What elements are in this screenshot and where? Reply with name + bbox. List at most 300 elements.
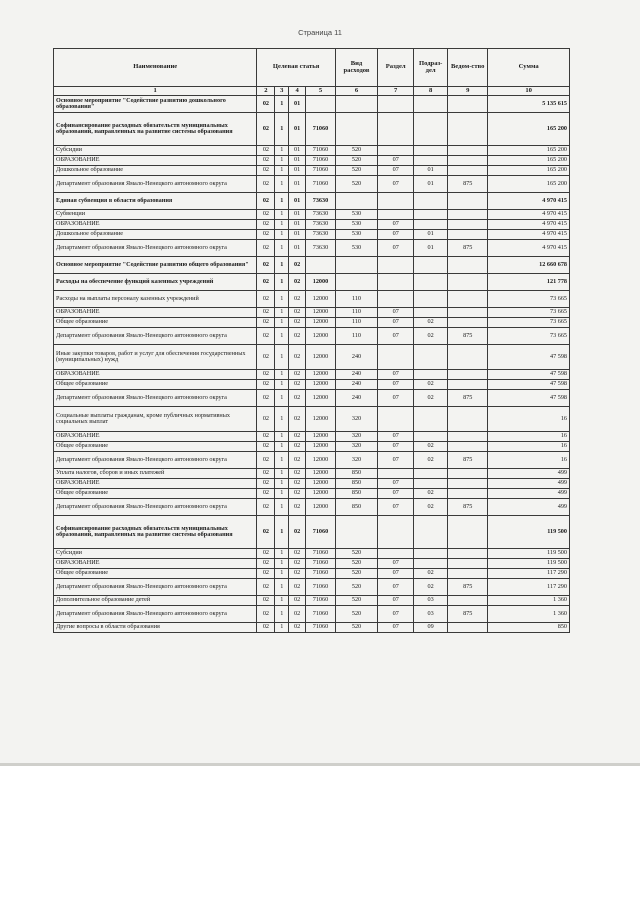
row-target-event: 02 bbox=[289, 516, 306, 549]
row-target-program: 02 bbox=[257, 274, 275, 291]
row-target-subprogram: 1 bbox=[275, 193, 289, 210]
row-subsection: 02 bbox=[414, 390, 448, 407]
table-row bbox=[54, 569, 570, 579]
column-number: 7 bbox=[378, 87, 414, 96]
row-sum: 165 200 bbox=[488, 113, 570, 146]
row-section bbox=[378, 113, 414, 146]
row-expense-type: 110 bbox=[335, 308, 377, 318]
table-row bbox=[54, 220, 570, 230]
row-department bbox=[448, 432, 488, 442]
row-department: 875 bbox=[448, 499, 488, 516]
row-section bbox=[378, 146, 414, 156]
row-name: Основное мероприятие "Содействие развитию дошкольного образования" bbox=[54, 96, 257, 113]
row-expense-type: 520 bbox=[335, 569, 377, 579]
row-sum: 1 360 bbox=[488, 606, 570, 623]
row-section bbox=[378, 469, 414, 479]
row-target-event: 01 bbox=[289, 156, 306, 166]
row-subsection: 01 bbox=[414, 166, 448, 176]
row-subsection bbox=[414, 549, 448, 559]
row-target-subprogram: 1 bbox=[275, 569, 289, 579]
row-section: 07 bbox=[378, 308, 414, 318]
row-target-program: 02 bbox=[257, 230, 275, 240]
row-sum: 4 970 415 bbox=[488, 230, 570, 240]
table-row bbox=[54, 146, 570, 156]
row-name: Уплата налогов, сборов и иных платежей bbox=[54, 469, 257, 479]
row-department: 875 bbox=[448, 579, 488, 596]
row-section: 07 bbox=[378, 452, 414, 469]
row-subsection bbox=[414, 291, 448, 308]
row-target-program: 02 bbox=[257, 569, 275, 579]
row-subsection bbox=[414, 274, 448, 291]
row-name: Общее образование bbox=[54, 442, 257, 452]
row-name: ОБРАЗОВАНИЕ bbox=[54, 156, 257, 166]
page-label: Страница 11 bbox=[298, 28, 342, 37]
table-row bbox=[54, 380, 570, 390]
row-sum: 499 bbox=[488, 489, 570, 499]
row-department bbox=[448, 596, 488, 606]
table-row bbox=[54, 469, 570, 479]
row-expense-type bbox=[335, 274, 377, 291]
row-target-event: 01 bbox=[289, 230, 306, 240]
row-target-event: 02 bbox=[289, 559, 306, 569]
row-department bbox=[448, 113, 488, 146]
row-target-subprogram: 1 bbox=[275, 579, 289, 596]
row-name: Социальные выплаты гражданам, кроме публичных нормативных социальных выплат bbox=[54, 407, 257, 432]
row-expense-type bbox=[335, 113, 377, 146]
row-subsection: 02 bbox=[414, 489, 448, 499]
table-row bbox=[54, 257, 570, 274]
column-number-row bbox=[54, 87, 570, 96]
row-department: 875 bbox=[448, 390, 488, 407]
table-row bbox=[54, 442, 570, 452]
row-section: 07 bbox=[378, 606, 414, 623]
row-department bbox=[448, 230, 488, 240]
row-sum: 119 500 bbox=[488, 559, 570, 569]
row-target-subprogram: 1 bbox=[275, 257, 289, 274]
row-target-subprogram: 1 bbox=[275, 210, 289, 220]
row-subsection bbox=[414, 479, 448, 489]
row-department: 875 bbox=[448, 606, 488, 623]
row-sum: 47 598 bbox=[488, 370, 570, 380]
row-target-program: 02 bbox=[257, 193, 275, 210]
page-edge bbox=[0, 763, 640, 766]
row-name: Общее образование bbox=[54, 318, 257, 328]
row-department bbox=[448, 559, 488, 569]
row-name: Общее образование bbox=[54, 489, 257, 499]
row-target-program: 02 bbox=[257, 166, 275, 176]
row-target-program: 02 bbox=[257, 210, 275, 220]
row-target-program: 02 bbox=[257, 489, 275, 499]
row-sum: 1 360 bbox=[488, 596, 570, 606]
table-row bbox=[54, 432, 570, 442]
table-row bbox=[54, 345, 570, 370]
row-section bbox=[378, 257, 414, 274]
row-section: 07 bbox=[378, 380, 414, 390]
table-row bbox=[54, 596, 570, 606]
row-target-event: 02 bbox=[289, 390, 306, 407]
row-section bbox=[378, 549, 414, 559]
row-section: 07 bbox=[378, 156, 414, 166]
row-subsection bbox=[414, 220, 448, 230]
row-name: Департамент образования Ямало-Ненецкого автономного округа bbox=[54, 579, 257, 596]
row-target-program: 02 bbox=[257, 345, 275, 370]
row-name: Субсидии bbox=[54, 549, 257, 559]
row-target-program: 02 bbox=[257, 442, 275, 452]
table-row bbox=[54, 230, 570, 240]
row-target-program: 02 bbox=[257, 516, 275, 549]
row-target-direction: 12000 bbox=[306, 390, 336, 407]
row-name: ОБРАЗОВАНИЕ bbox=[54, 370, 257, 380]
row-sum: 499 bbox=[488, 469, 570, 479]
row-sum: 73 665 bbox=[488, 308, 570, 318]
table-row bbox=[54, 156, 570, 166]
row-expense-type: 320 bbox=[335, 407, 377, 432]
row-target-subprogram: 1 bbox=[275, 390, 289, 407]
row-target-subprogram: 1 bbox=[275, 328, 289, 345]
row-subsection: 01 bbox=[414, 230, 448, 240]
row-expense-type: 320 bbox=[335, 452, 377, 469]
row-department bbox=[448, 166, 488, 176]
row-sum: 165 200 bbox=[488, 146, 570, 156]
row-section: 07 bbox=[378, 489, 414, 499]
row-section: 07 bbox=[378, 220, 414, 230]
row-subsection bbox=[414, 96, 448, 113]
row-sum: 16 bbox=[488, 432, 570, 442]
row-target-subprogram: 1 bbox=[275, 489, 289, 499]
row-target-direction: 12000 bbox=[306, 432, 336, 442]
row-sum: 499 bbox=[488, 499, 570, 516]
row-target-subprogram: 1 bbox=[275, 549, 289, 559]
table-row bbox=[54, 559, 570, 569]
table-row bbox=[54, 328, 570, 345]
row-name: Субсидии bbox=[54, 146, 257, 156]
row-subsection bbox=[414, 156, 448, 166]
row-target-program: 02 bbox=[257, 370, 275, 380]
row-name: ОБРАЗОВАНИЕ bbox=[54, 220, 257, 230]
header-name: Наименование bbox=[54, 49, 257, 87]
row-expense-type: 520 bbox=[335, 596, 377, 606]
row-section bbox=[378, 516, 414, 549]
row-target-program: 02 bbox=[257, 596, 275, 606]
row-subsection: 02 bbox=[414, 318, 448, 328]
row-section: 07 bbox=[378, 318, 414, 328]
row-expense-type: 110 bbox=[335, 328, 377, 345]
row-expense-type: 110 bbox=[335, 318, 377, 328]
row-target-event: 02 bbox=[289, 479, 306, 489]
row-target-event: 02 bbox=[289, 257, 306, 274]
row-target-event: 02 bbox=[289, 499, 306, 516]
row-sum: 73 665 bbox=[488, 318, 570, 328]
table-row bbox=[54, 579, 570, 596]
row-target-program: 02 bbox=[257, 146, 275, 156]
row-target-event: 01 bbox=[289, 166, 306, 176]
row-department bbox=[448, 407, 488, 432]
row-subsection bbox=[414, 469, 448, 479]
row-name: Департамент образования Ямало-Ненецкого автономного округа bbox=[54, 240, 257, 257]
row-target-direction: 71060 bbox=[306, 176, 336, 193]
row-target-program: 02 bbox=[257, 469, 275, 479]
row-name: Общее образование bbox=[54, 380, 257, 390]
row-target-direction: 71060 bbox=[306, 166, 336, 176]
column-number: 1 bbox=[54, 87, 257, 96]
table-row bbox=[54, 479, 570, 489]
row-department bbox=[448, 318, 488, 328]
row-target-subprogram: 1 bbox=[275, 380, 289, 390]
row-target-subprogram: 1 bbox=[275, 308, 289, 318]
row-target-direction: 12000 bbox=[306, 407, 336, 432]
row-target-event: 02 bbox=[289, 579, 306, 596]
row-subsection bbox=[414, 345, 448, 370]
row-department bbox=[448, 370, 488, 380]
row-subsection: 02 bbox=[414, 328, 448, 345]
row-section: 07 bbox=[378, 479, 414, 489]
row-department bbox=[448, 623, 488, 633]
row-section: 07 bbox=[378, 442, 414, 452]
row-target-subprogram: 1 bbox=[275, 559, 289, 569]
column-number: 10 bbox=[488, 87, 570, 96]
table-body bbox=[54, 96, 570, 633]
row-target-direction: 73630 bbox=[306, 240, 336, 257]
row-subsection: 02 bbox=[414, 499, 448, 516]
row-expense-type: 520 bbox=[335, 549, 377, 559]
row-target-program: 02 bbox=[257, 291, 275, 308]
row-name: Расходы на выплаты персоналу казенных учреждений bbox=[54, 291, 257, 308]
row-target-subprogram: 1 bbox=[275, 623, 289, 633]
row-name: Департамент образования Ямало-Ненецкого автономного округа bbox=[54, 176, 257, 193]
row-section: 07 bbox=[378, 579, 414, 596]
row-section bbox=[378, 193, 414, 210]
row-target-subprogram: 1 bbox=[275, 230, 289, 240]
row-target-event: 02 bbox=[289, 596, 306, 606]
row-name: Департамент образования Ямало-Ненецкого автономного округа bbox=[54, 328, 257, 345]
row-expense-type: 850 bbox=[335, 489, 377, 499]
table-row bbox=[54, 452, 570, 469]
row-target-event: 02 bbox=[289, 328, 306, 345]
row-target-event: 02 bbox=[289, 452, 306, 469]
row-section: 07 bbox=[378, 230, 414, 240]
row-department bbox=[448, 274, 488, 291]
budget-table bbox=[53, 48, 570, 633]
row-name: Софинансирование расходных обязательств муниципальных образований, направленных на развитие системы образования bbox=[54, 516, 257, 549]
row-expense-type: 520 bbox=[335, 606, 377, 623]
row-subsection: 02 bbox=[414, 442, 448, 452]
row-name: Софинансирование расходных обязательств муниципальных образований, направленных на развитие системы образования bbox=[54, 113, 257, 146]
header-subsection: Подраз-дел bbox=[414, 49, 448, 87]
row-target-direction: 12000 bbox=[306, 380, 336, 390]
row-target-subprogram: 1 bbox=[275, 606, 289, 623]
row-target-event: 02 bbox=[289, 291, 306, 308]
row-target-direction: 12000 bbox=[306, 469, 336, 479]
column-number: 8 bbox=[414, 87, 448, 96]
row-target-subprogram: 1 bbox=[275, 291, 289, 308]
row-target-direction bbox=[306, 257, 336, 274]
table-row bbox=[54, 499, 570, 516]
row-subsection: 03 bbox=[414, 596, 448, 606]
row-name: Субвенции bbox=[54, 210, 257, 220]
row-subsection: 02 bbox=[414, 569, 448, 579]
row-target-direction: 12000 bbox=[306, 308, 336, 318]
table-row bbox=[54, 176, 570, 193]
row-name: Другие вопросы в области образования bbox=[54, 623, 257, 633]
row-expense-type: 850 bbox=[335, 479, 377, 489]
row-sum: 165 200 bbox=[488, 176, 570, 193]
row-target-subprogram: 1 bbox=[275, 452, 289, 469]
row-target-event: 02 bbox=[289, 623, 306, 633]
row-department bbox=[448, 210, 488, 220]
row-department bbox=[448, 291, 488, 308]
row-target-event: 01 bbox=[289, 113, 306, 146]
row-sum: 12 660 678 bbox=[488, 257, 570, 274]
row-department bbox=[448, 380, 488, 390]
row-target-subprogram: 1 bbox=[275, 407, 289, 432]
row-section bbox=[378, 291, 414, 308]
row-subsection bbox=[414, 407, 448, 432]
row-expense-type: 320 bbox=[335, 442, 377, 452]
row-name: ОБРАЗОВАНИЕ bbox=[54, 559, 257, 569]
column-number: 3 bbox=[275, 87, 289, 96]
row-target-direction: 12000 bbox=[306, 345, 336, 370]
row-name: Департамент образования Ямало-Ненецкого автономного округа bbox=[54, 606, 257, 623]
row-name: Дополнительное образование детей bbox=[54, 596, 257, 606]
row-expense-type: 530 bbox=[335, 230, 377, 240]
header-section: Раздел bbox=[378, 49, 414, 87]
row-target-event: 01 bbox=[289, 96, 306, 113]
row-target-event: 01 bbox=[289, 210, 306, 220]
row-section bbox=[378, 96, 414, 113]
row-target-program: 02 bbox=[257, 452, 275, 469]
row-target-program: 02 bbox=[257, 257, 275, 274]
row-name: Единая субвенция в области образования bbox=[54, 193, 257, 210]
row-target-subprogram: 1 bbox=[275, 345, 289, 370]
row-sum: 117 290 bbox=[488, 569, 570, 579]
row-target-event: 01 bbox=[289, 240, 306, 257]
row-section: 07 bbox=[378, 559, 414, 569]
column-number: 5 bbox=[306, 87, 336, 96]
row-target-direction: 73630 bbox=[306, 193, 336, 210]
row-subsection bbox=[414, 308, 448, 318]
row-sum: 4 970 415 bbox=[488, 220, 570, 230]
row-section bbox=[378, 345, 414, 370]
row-target-event: 02 bbox=[289, 274, 306, 291]
row-subsection bbox=[414, 146, 448, 156]
row-target-program: 02 bbox=[257, 96, 275, 113]
row-expense-type: 520 bbox=[335, 156, 377, 166]
row-name: Общее образование bbox=[54, 569, 257, 579]
row-target-direction: 12000 bbox=[306, 318, 336, 328]
row-target-direction: 12000 bbox=[306, 479, 336, 489]
row-target-direction bbox=[306, 96, 336, 113]
table-row bbox=[54, 210, 570, 220]
row-target-subprogram: 1 bbox=[275, 113, 289, 146]
row-subsection bbox=[414, 257, 448, 274]
row-section bbox=[378, 274, 414, 291]
row-subsection bbox=[414, 210, 448, 220]
row-department bbox=[448, 549, 488, 559]
row-department bbox=[448, 220, 488, 230]
row-target-direction: 12000 bbox=[306, 291, 336, 308]
row-expense-type: 520 bbox=[335, 146, 377, 156]
row-target-event: 02 bbox=[289, 345, 306, 370]
row-target-event: 01 bbox=[289, 220, 306, 230]
row-target-program: 02 bbox=[257, 390, 275, 407]
row-target-direction: 71060 bbox=[306, 559, 336, 569]
row-target-program: 02 bbox=[257, 606, 275, 623]
table-row bbox=[54, 113, 570, 146]
row-target-direction: 71060 bbox=[306, 113, 336, 146]
row-sum: 119 500 bbox=[488, 516, 570, 549]
row-name: Иные закупки товаров, работ и услуг для обеспечения государственных (муниципальных) нужд bbox=[54, 345, 257, 370]
table-row bbox=[54, 390, 570, 407]
row-sum: 850 bbox=[488, 623, 570, 633]
row-subsection: 02 bbox=[414, 380, 448, 390]
row-section: 07 bbox=[378, 240, 414, 257]
header-sum: Сумма bbox=[488, 49, 570, 87]
row-department bbox=[448, 479, 488, 489]
row-target-direction: 71060 bbox=[306, 516, 336, 549]
row-target-program: 02 bbox=[257, 328, 275, 345]
row-target-subprogram: 1 bbox=[275, 479, 289, 489]
row-target-subprogram: 1 bbox=[275, 274, 289, 291]
row-target-subprogram: 1 bbox=[275, 499, 289, 516]
row-target-event: 02 bbox=[289, 569, 306, 579]
row-department bbox=[448, 569, 488, 579]
row-target-direction: 12000 bbox=[306, 442, 336, 452]
row-target-event: 02 bbox=[289, 442, 306, 452]
row-expense-type bbox=[335, 193, 377, 210]
row-target-event: 01 bbox=[289, 193, 306, 210]
header-row bbox=[54, 49, 570, 87]
table-row bbox=[54, 274, 570, 291]
row-sum: 165 200 bbox=[488, 156, 570, 166]
row-target-direction: 12000 bbox=[306, 370, 336, 380]
row-sum: 117 290 bbox=[488, 579, 570, 596]
row-name: Департамент образования Ямало-Ненецкого автономного округа bbox=[54, 499, 257, 516]
row-target-event: 02 bbox=[289, 308, 306, 318]
row-target-subprogram: 1 bbox=[275, 156, 289, 166]
row-target-event: 02 bbox=[289, 318, 306, 328]
column-number: 9 bbox=[448, 87, 488, 96]
row-target-direction: 71060 bbox=[306, 606, 336, 623]
row-sum: 499 bbox=[488, 479, 570, 489]
row-target-subprogram: 1 bbox=[275, 469, 289, 479]
row-target-program: 02 bbox=[257, 113, 275, 146]
row-expense-type: 520 bbox=[335, 623, 377, 633]
row-target-subprogram: 1 bbox=[275, 176, 289, 193]
row-expense-type bbox=[335, 257, 377, 274]
row-target-direction: 71060 bbox=[306, 623, 336, 633]
row-expense-type: 530 bbox=[335, 220, 377, 230]
row-sum: 16 bbox=[488, 452, 570, 469]
row-expense-type: 110 bbox=[335, 291, 377, 308]
row-target-program: 02 bbox=[257, 240, 275, 257]
table-row bbox=[54, 623, 570, 633]
row-sum: 16 bbox=[488, 442, 570, 452]
row-target-subprogram: 1 bbox=[275, 370, 289, 380]
row-sum: 73 665 bbox=[488, 291, 570, 308]
row-target-event: 02 bbox=[289, 606, 306, 623]
row-target-subprogram: 1 bbox=[275, 96, 289, 113]
row-target-subprogram: 1 bbox=[275, 442, 289, 452]
header-department: Ведом-ство bbox=[448, 49, 488, 87]
row-department bbox=[448, 516, 488, 549]
row-subsection: 03 bbox=[414, 606, 448, 623]
row-target-subprogram: 1 bbox=[275, 166, 289, 176]
row-target-direction: 71060 bbox=[306, 146, 336, 156]
row-section: 07 bbox=[378, 596, 414, 606]
row-sum: 4 970 415 bbox=[488, 210, 570, 220]
row-target-direction: 12000 bbox=[306, 499, 336, 516]
row-target-program: 02 bbox=[257, 308, 275, 318]
